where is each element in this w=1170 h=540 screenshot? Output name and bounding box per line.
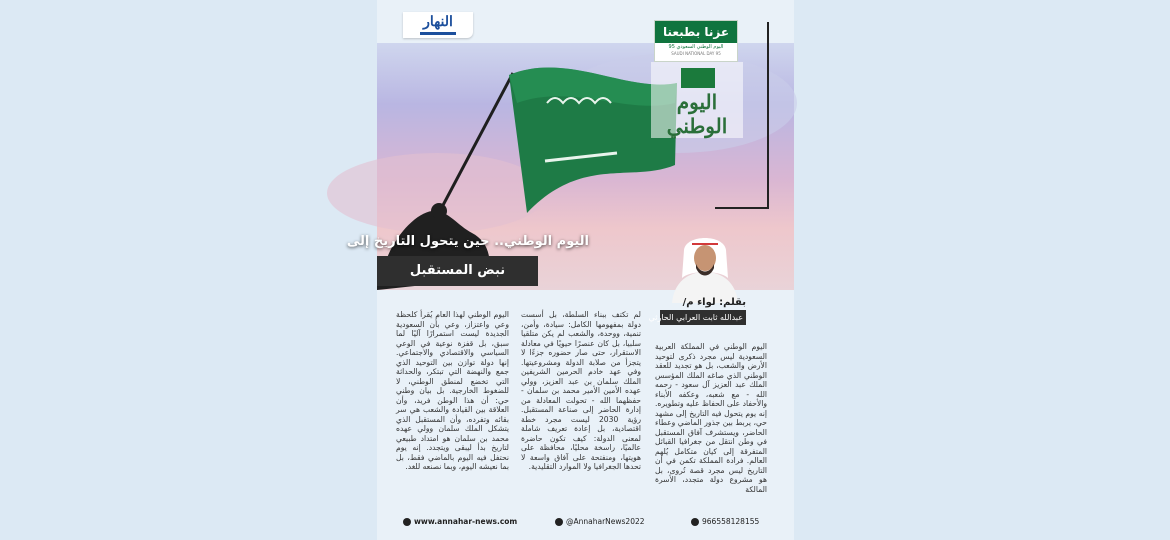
footer-whatsapp[interactable] [691,517,759,526]
social-handle: @AnnaharNews2022 [566,517,645,526]
frame-line-horizontal [715,207,769,209]
headline-line-1: اليوم الوطني.. حين يتحول التاريخ إلى [346,234,589,249]
national-day-badge [654,20,738,62]
footer-social[interactable] [555,517,645,526]
frame-line-vertical [767,22,769,208]
byline [648,296,746,328]
globe-icon [403,518,411,526]
logo-text: النهار [423,14,453,30]
article-page [346,0,794,540]
whatsapp-number: 966558128155 [702,517,760,526]
badge-title: عزنا بطبعنا [655,21,737,43]
flag-icon [681,68,715,88]
headline [346,234,633,288]
badge-tagline: SAUDI NATIONAL DAY 95 [671,51,721,56]
website-text: www.annahar-news.com [414,517,518,526]
newspaper-logo[interactable] [403,12,473,38]
author-portrait [664,230,746,303]
national-day-emblem [651,62,743,138]
footer-website[interactable] [403,517,517,526]
article-column-2: لم تكتف ببناء السلطة، بل أسست دولة بمفهومها الكامل: سيادة، وأمن، تنمية، ووحدة، والشعب لم يكن متلقيا سلبيا، بل كان عنصرًا حيويًا في معادلة الاستقرار، حتى صار حضوره جزءًا لا يتجزأ من صلابة الدولة ومشروعيتها. وفي عهد خادم الحرمين الشريفين الملك سلمان بن عبد العزيز، وولي عهده الأمين الأمير محمد بن سلمان - حفظهما الله - تحولت المعادلة من إدارة الحاضر إلى صناعة المستقبل. رؤية 2030 ليست مجرد خطة اقتصادية، بل إعادة تعريف شاملة لمعنى الدولة: كيف تكون حاضرة عالميًا، راسخة محليًا، محافظة على هويتها، ومنفتحة على آفاق واسعة لا تحدها الجغرافيا ولا الموارد التقليدية. [521,310,641,471]
byline-label: بقلم: لواء م/ [682,297,746,308]
footer [377,512,794,534]
emblem-text: اليوم الوطني [666,90,728,138]
headline-line-2: نبض المستقبل [377,256,538,286]
whatsapp-icon [691,518,699,526]
badge-subtitle: اليوم الوطني السعودي 95 [668,44,724,50]
logo-underline [420,32,456,35]
x-icon [555,518,563,526]
article-column-3: اليوم الوطني لهذا العام يُقرأ كلحظة وعي واعتزاز، وعي بأن السعودية الجديدة ليست استمرارًا آليًا لما سبق، بل قفزة نوعية في الوعي السياسي والاقتصادي والاجتماعي. إنها دولة توازن بين التوحيد الذي جمع والنهضة التي تبتكر، والحداثة التي تخضع لمنطق الوطني، لا للضغوط الخارجية. بل بيان وطني حي: أن هذا الوطن فريد، وأن العلاقة بين القيادة والشعب هي سر بقائه وتفرده، وأن المستقبل الذي يتشكل الملك سلمان وولي عهده محمد بن سلمان هو امتداد طبيعي لتاريخ بدأ ليبقى ويتجدد. إنه يوم نحتفل فيه اليوم بالماضي فقط، بل بما نعيشه اليوم، وبما نصنعه للغد. [396,310,509,471]
author-name: عبدالله ثابت العرابي الحارثي [660,310,746,325]
article-column-1: اليوم الوطني في المملكة العربية السعودية ليس مجرد ذكرى لتوحيد الأرض والشعب، بل هو تجديد للعقد الوطني الذي صاغه الملك المؤسس الملك عبد العزيز آل سعود - رحمه الله - مع شعبه، وعكفه الأبناء والأحفاد على الحفاظ عليه وتطويره. إنه يوم يتحول فيه التاريخ إلى مشهد حي، يربط بين جذور الماضي وعطاء الحاضر، ويستشرف آفاق المستقبل في وطن انتقل من جغرافيا القبائل المتفرقة إلى كيان متكامل يُلهم العالم. فرادة المملكة تكمن في أن التاريخ ليس مجرد قصة تُروى، بل هو مشروع دولة متجدد، الأسرة المالكة [655,342,767,494]
